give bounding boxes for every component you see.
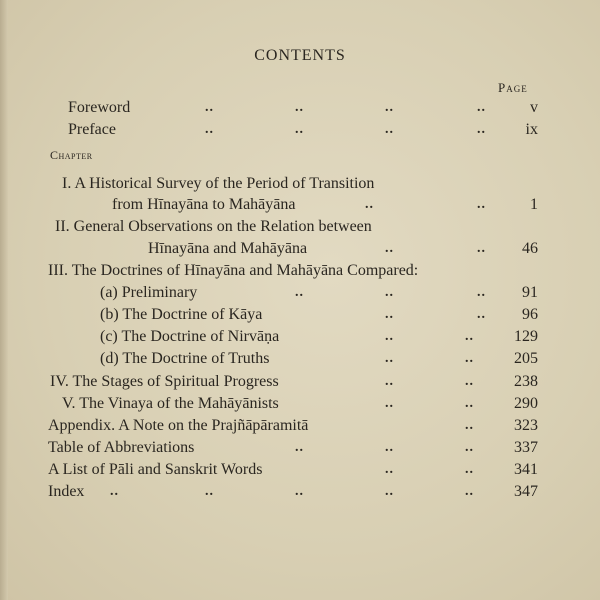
leader-dots: .. xyxy=(385,100,394,115)
toc-page-number: 341 xyxy=(514,461,538,478)
toc-entry-chapter-4: IV. The Stages of Spiritual Progress xyxy=(50,373,279,390)
leader-dots: .. xyxy=(385,440,394,455)
toc-page-number: 238 xyxy=(514,373,538,390)
leader-dots: .. xyxy=(205,122,214,137)
leader-dots: .. xyxy=(385,396,394,411)
leader-dots: .. xyxy=(385,462,394,477)
leader-dots: .. xyxy=(205,484,214,499)
leader-dots: .. xyxy=(465,351,474,366)
toc-page-number: 96 xyxy=(522,306,538,323)
leader-dots: .. xyxy=(385,351,394,366)
leader-dots: .. xyxy=(295,100,304,115)
leader-dots: .. xyxy=(465,462,474,477)
leader-dots: .. xyxy=(477,285,486,300)
toc-entry-index: Index xyxy=(48,483,85,500)
leader-dots: .. xyxy=(465,440,474,455)
toc-entry-section-b: (b) The Doctrine of Kāya xyxy=(100,306,263,323)
toc-entry-preface: Preface xyxy=(68,121,116,138)
leader-dots: .. xyxy=(385,285,394,300)
leader-dots: .. xyxy=(477,100,486,115)
leader-dots: .. xyxy=(295,122,304,137)
toc-page-number: ix xyxy=(525,121,538,138)
leader-dots: .. xyxy=(385,329,394,344)
toc-entry-abbreviations: Table of Abbreviations xyxy=(48,439,195,456)
leader-dots: .. xyxy=(385,122,394,137)
toc-entry-chapter-2-cont: Hīnayāna and Mahāyāna xyxy=(148,240,308,257)
leader-dots: .. xyxy=(465,329,474,344)
toc-entry-chapter-5: V. The Vinaya of the Mahāyānists xyxy=(62,395,279,412)
toc-page-number: 337 xyxy=(514,439,538,456)
leader-dots: .. xyxy=(385,484,394,499)
page-spine-edge xyxy=(0,0,8,600)
toc-entry-foreword: Foreword xyxy=(68,99,131,116)
toc-entry-chapter-2: II. General Observations on the Relation between xyxy=(55,218,372,235)
leader-dots: .. xyxy=(477,307,486,322)
toc-page-number: 323 xyxy=(514,417,538,434)
toc-page-number: 205 xyxy=(514,350,538,367)
toc-page-number: 290 xyxy=(514,395,538,412)
page-column-label: Page xyxy=(498,80,528,95)
toc-page-number: 46 xyxy=(522,240,538,257)
toc-entry-chapter-1: I. A Historical Survey of the Period of Transition xyxy=(62,175,375,192)
toc-page-number: 91 xyxy=(522,284,538,301)
page-title: CONTENTS xyxy=(254,47,346,64)
leader-dots: .. xyxy=(385,307,394,322)
toc-entry-word-list: A List of Pāli and Sanskrit Words xyxy=(48,461,263,478)
leader-dots: .. xyxy=(385,374,394,389)
leader-dots: .. xyxy=(477,197,486,212)
leader-dots: .. xyxy=(295,440,304,455)
toc-page-number: 347 xyxy=(514,483,538,500)
toc-entry-section-d: (d) The Doctrine of Truths xyxy=(100,350,270,367)
leader-dots: .. xyxy=(385,241,394,256)
leader-dots: .. xyxy=(477,241,486,256)
leader-dots: .. xyxy=(465,374,474,389)
toc-page-number: v xyxy=(530,99,538,116)
leader-dots: .. xyxy=(477,122,486,137)
leader-dots: .. xyxy=(365,197,374,212)
leader-dots: .. xyxy=(295,285,304,300)
toc-entry-section-c: (c) The Doctrine of Nirvāṇa xyxy=(100,328,280,345)
leader-dots: .. xyxy=(465,396,474,411)
toc-entry-section-a: (a) Preliminary xyxy=(100,284,198,301)
leader-dots: .. xyxy=(205,100,214,115)
leader-dots: .. xyxy=(465,484,474,499)
chapter-label: Chapter xyxy=(50,148,93,162)
toc-page-number: 129 xyxy=(514,328,538,345)
toc-entry-chapter-1-cont: from Hīnayāna to Mahāyāna xyxy=(112,196,296,213)
toc-entry-appendix: Appendix. A Note on the Prajñāpāramitā xyxy=(48,417,309,434)
toc-entry-chapter-3: III. The Doctrines of Hīnayāna and Mahāyāna Compared: xyxy=(48,262,419,279)
leader-dots: .. xyxy=(295,484,304,499)
leader-dots: .. xyxy=(465,418,474,433)
leader-dots: .. xyxy=(110,484,119,499)
toc-page-number: 1 xyxy=(530,196,538,213)
